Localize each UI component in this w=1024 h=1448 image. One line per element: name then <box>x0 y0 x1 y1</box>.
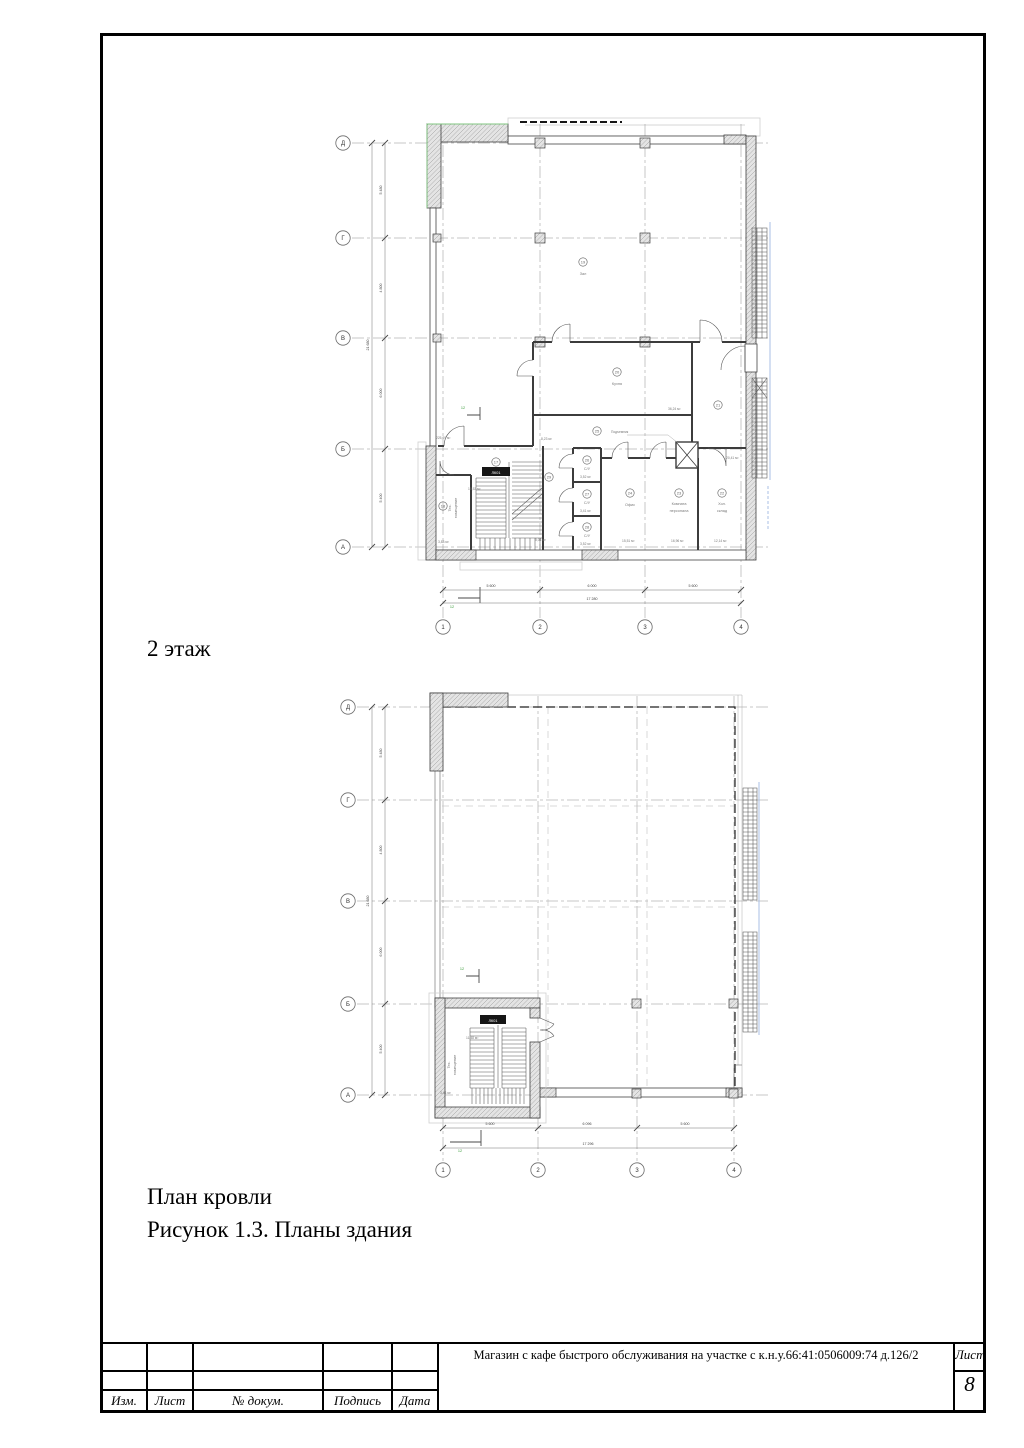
room-name-wc2: С/У <box>583 501 591 505</box>
titleblock-project-title: Магазин с кафе быстрого обслуживания на участке с к.н.у.66:41:0506009:74 д.126/2 <box>473 1348 919 1362</box>
roof-plan-drawing <box>330 680 800 1185</box>
dim-left-2: 4 800 <box>379 283 383 293</box>
room-area-21: 20,41 м² <box>726 456 739 460</box>
room-area-corr: 8,04 м² <box>535 538 546 542</box>
room-area-cold: 12,14 м² <box>714 539 727 543</box>
room-name-office: Офис <box>624 503 636 507</box>
floor2-plan-drawing <box>330 110 800 645</box>
dim-left-4: 5 400 <box>379 493 383 503</box>
room-num-wc1: 26 <box>584 457 590 463</box>
caption-figure: Рисунок 1.3. Планы здания <box>147 1217 413 1242</box>
doors <box>440 320 745 536</box>
grid-row-d: Д <box>340 141 346 148</box>
dim-bottom-total: 17 280 <box>586 597 598 601</box>
room-area-wc3: 3,52 м² <box>580 542 591 546</box>
dim-bottom-3: 5 600 <box>680 1122 690 1126</box>
room-num-hall: 19 <box>580 259 586 265</box>
grid-col-2: 2 <box>536 1168 540 1175</box>
grid-bubbles <box>341 700 741 1177</box>
exterior-fire-escape <box>743 782 759 1035</box>
room-area-staff: 16,96 м² <box>671 539 684 543</box>
room-num-staff: 23 <box>676 490 682 496</box>
penthouse-area2: 3,44 м² <box>440 1091 451 1095</box>
room-area-hall: 225,69 м² <box>436 436 451 440</box>
grid-col-3: 3 <box>643 625 647 632</box>
dim-left-2: 4 800 <box>379 845 383 855</box>
grid-col-4: 4 <box>739 625 743 632</box>
section-mark-bottom: 12 <box>449 605 455 609</box>
room-area-stair: 10,53 м² <box>468 487 481 491</box>
dim-bottom-2: 6 096 <box>582 1122 592 1126</box>
room-name-kitchen: Кухня <box>611 382 623 386</box>
room-area-wc1: 3,52 м² <box>580 475 591 479</box>
lift-shaft <box>676 442 698 468</box>
dim-bottom-2: 6 000 <box>587 584 597 588</box>
caption-roof: План кровли <box>147 1184 272 1209</box>
titleblock-line <box>437 1344 439 1412</box>
grid-row-a: А <box>340 545 346 552</box>
room-labels <box>436 258 739 546</box>
room-num-21: 21 <box>715 402 721 408</box>
stair-tag: ЛК01 <box>491 470 501 475</box>
titleblock-label-date: Дата <box>399 1393 431 1408</box>
section-mark-top: 12 <box>460 406 466 410</box>
dim-bottom-1: 5 600 <box>486 584 496 588</box>
structural-columns <box>632 999 738 1098</box>
room-area-kitchen: 36,24 м² <box>668 407 681 411</box>
penthouse-name-2: помещение <box>453 1054 457 1076</box>
title-block <box>102 1342 984 1412</box>
room-name-staff-1: Комната <box>671 502 687 506</box>
grid-col-4: 4 <box>732 1168 736 1175</box>
dim-left-total: 21 680 <box>366 339 370 351</box>
room-area-tech: 3,88 м² <box>438 540 449 544</box>
room-name-tech-2: помещение <box>454 497 458 519</box>
titleblock-sheet-number: 8 <box>964 1372 975 1396</box>
titleblock-label-list: Лист <box>154 1393 186 1408</box>
grid-col-1: 1 <box>441 1168 445 1175</box>
penthouse-name-1: Тех. <box>447 1061 451 1069</box>
room-name-wc1: С/У <box>583 467 591 471</box>
grid-row-v: В <box>340 336 346 343</box>
room-name-staff-2: персонала <box>669 509 689 513</box>
section-mark-bottom: 12 <box>457 1149 463 1153</box>
grid-row-v: В <box>345 899 351 906</box>
grid-row-b: Б <box>346 1002 350 1009</box>
room-num-cold: 22 <box>719 490 725 496</box>
dimensions <box>366 704 737 1151</box>
dim-left-3: 6 000 <box>379 388 383 398</box>
interior-walls <box>436 342 757 550</box>
penthouse-tag: ЛК01 <box>488 1018 498 1023</box>
room-name-lift: Подъемник <box>611 430 629 434</box>
grid-lines <box>352 124 768 618</box>
caption-floor2: 2 этаж <box>147 636 211 661</box>
dim-left-1: 5 480 <box>379 185 383 195</box>
dim-bottom-3: 5 600 <box>688 584 698 588</box>
grid-row-b: Б <box>341 447 345 454</box>
stair-penthouse <box>429 993 554 1123</box>
titleblock-label-izm: Изм. <box>111 1393 137 1408</box>
grid-col-3: 3 <box>635 1168 639 1175</box>
room-num-wc2: 27 <box>584 491 590 497</box>
room-name-hall: Зал <box>579 272 587 276</box>
dim-left-1: 5 480 <box>379 748 383 758</box>
dim-bottom-1: 5 600 <box>485 1122 495 1126</box>
titleblock-line <box>102 1370 439 1372</box>
grid-row-g: Г <box>346 798 350 805</box>
dim-left-total: 21 680 <box>366 895 370 907</box>
grid-row-g: Г <box>341 236 345 243</box>
dimensions <box>366 140 744 606</box>
room-name-cold-1: Хол. <box>718 502 726 506</box>
titleblock-label-sign: Подпись <box>334 1393 381 1408</box>
dim-left-4: 5 400 <box>379 1044 383 1054</box>
room-num-tech: 18 <box>440 503 446 509</box>
room-num-office: 24 <box>627 490 633 496</box>
room-area-corr2: 8,23 м² <box>541 437 552 441</box>
room-name-tech-1: Тех. <box>448 504 452 512</box>
section-mark-top: 12 <box>459 967 465 971</box>
dim-bottom-total: 17 296 <box>582 1142 594 1146</box>
grid-col-2: 2 <box>538 625 542 632</box>
grid-col-1: 1 <box>441 625 445 632</box>
grid-row-a: А <box>345 1093 351 1100</box>
structural-columns <box>433 138 650 347</box>
room-num-stair: 17 <box>493 459 499 465</box>
room-area-office: 15,51 м² <box>622 539 635 543</box>
room-name-cold-2: склад <box>716 509 728 513</box>
penthouse-area1: 11,48 м² <box>466 1036 479 1040</box>
room-num-wc3: 28 <box>584 524 590 530</box>
room-name-wc3: С/У <box>583 534 591 538</box>
titleblock-label-doc: № докум. <box>232 1393 284 1408</box>
room-num-kitchen: 20 <box>614 369 620 375</box>
room-num-lift: 25 <box>594 428 600 434</box>
grid-row-d: Д <box>345 705 351 712</box>
room-num-corr: 29 <box>546 474 552 480</box>
room-area-wc2: 3,41 м² <box>580 509 591 513</box>
titleblock-sheet-label: Лист <box>955 1347 986 1362</box>
dim-left-3: 6 000 <box>379 947 383 957</box>
